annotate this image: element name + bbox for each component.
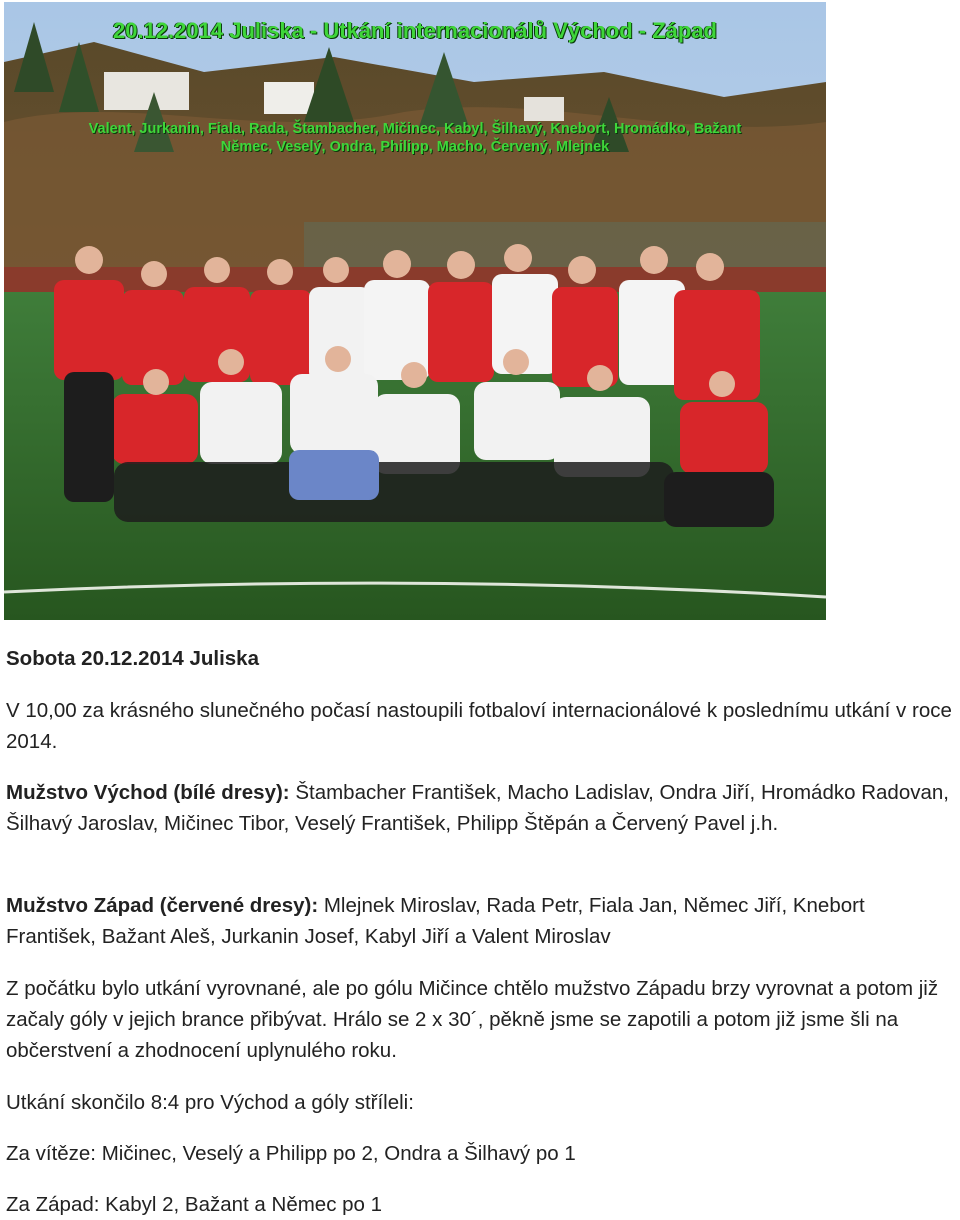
west-team-paragraph <box>6 890 956 952</box>
photo-names-line2: Němec, Veselý, Ondra, Philipp, Macho, Červený, Mlejnek <box>220 139 610 155</box>
east-team-label: Mužstvo Východ (bílé dresy): <box>6 781 290 804</box>
team-photo-illustration <box>4 2 826 620</box>
photo-player-names <box>4 120 826 156</box>
west-team-players: Mlejnek Miroslav, Rada Petr, Fiala Jan, Němec Jiří, Knebort František, Bažant Aleš, Jurkanin Josef, Kabyl Jiří a Valent Miroslav <box>6 894 865 948</box>
article-heading: Sobota 20.12.2014 Juliska <box>6 647 259 670</box>
west-scorers-paragraph: Za Západ: Kabyl 2, Bažant a Němec po 1 <box>6 1193 383 1216</box>
east-team-paragraph <box>6 777 956 839</box>
team-photo <box>4 2 826 620</box>
result-paragraph: Utkání skončilo 8:4 pro Východ a góly stříleli: <box>6 1091 414 1114</box>
match-report-paragraph: Z počátku bylo utkání vyrovnané, ale po gólu Mičince chtělo mužstvo Západu brzy vyrovnat a potom již začaly góly v jejich brance přibývat. Hrálo se 2 x 30´, pěkně jsme se zapotili a potom již jsme šli na občerstvení a zhodnocení uplynulého roku. <box>6 977 939 1062</box>
intro-paragraph: V 10,00 za krásného slunečného počasí nastoupili fotbaloví internacionálové k poslednímu utkání v roce 2014. <box>6 699 952 753</box>
photo-names-line1: Valent, Jurkanin, Fiala, Rada, Štambacher, Mičinec, Kabyl, Šilhavý, Knebort, Hromádko, Bažant <box>88 121 742 137</box>
west-team-label: Mužstvo Západ (červené dresy): <box>6 894 319 917</box>
east-team-players: Štambacher František, Macho Ladislav, Ondra Jiří, Hromádko Radovan, Šilhavý Jaroslav, Mičinec Tibor, Veselý František, Philipp Štěpán a Červený Pavel j.h. <box>6 781 949 835</box>
photo-title-text: 20.12.2014 Juliska - Utkání internacionálů Východ - Západ <box>113 18 717 43</box>
winners-scorers-paragraph: Za vítěze: Mičinec, Veselý a Philipp po 2, Ondra a Šilhavý po 1 <box>6 1142 576 1165</box>
